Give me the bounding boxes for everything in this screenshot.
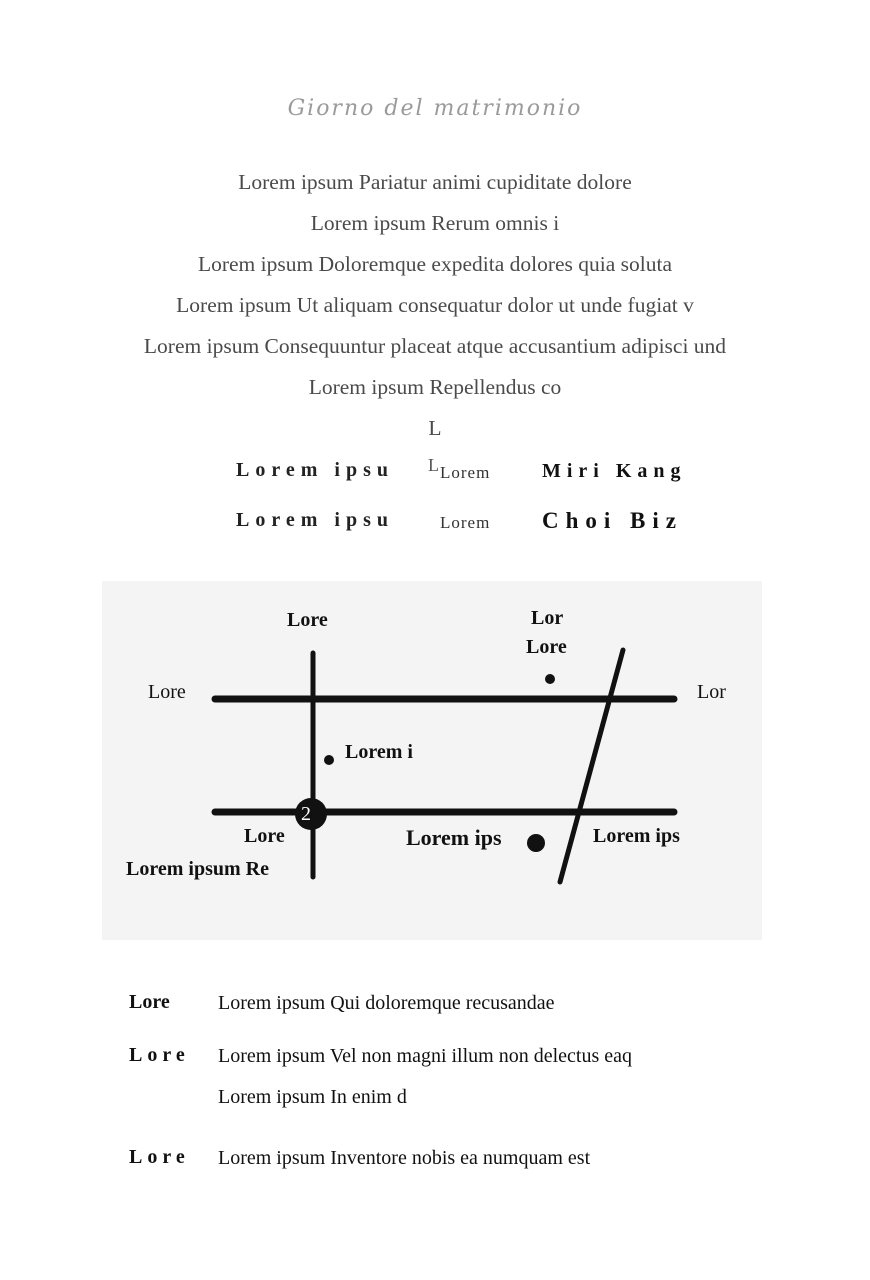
- map-label-top-street: Lore: [287, 609, 328, 631]
- junction-marker: [295, 798, 327, 830]
- map-label-left-road: Lore: [148, 681, 186, 703]
- info-term: Lore: [129, 991, 170, 1013]
- map-label-landmark: Lorem i: [345, 741, 413, 763]
- intro-line: Lorem ipsum Consequuntur placeat atque accusantium adipisci und: [143, 334, 727, 358]
- info-desc: Lorem ipsum Qui doloremque recusandae: [218, 992, 555, 1014]
- intro-line: Lorem ipsum Ut aliquam consequatur dolor ut unde fugiat v: [176, 293, 694, 317]
- info-desc: Lorem ipsum In enim d: [218, 1086, 407, 1108]
- groom-name: Miri Kang: [542, 460, 687, 482]
- map-label-top-right: Lor: [531, 607, 564, 629]
- names-small-mark: L: [428, 455, 440, 475]
- intro-text: [40, 164, 830, 451]
- names-row: [0, 455, 870, 489]
- intro-line: Lorem ipsum Pariatur animi cupiditate dolore: [238, 170, 632, 194]
- bride-name: Choi Biz: [542, 508, 683, 533]
- names-block: [0, 455, 870, 545]
- map-label-venue: Lorem ips: [406, 825, 502, 850]
- map-label-junction: Lore: [244, 825, 285, 847]
- info-term: Lore: [129, 1146, 190, 1168]
- junction-number: 2: [301, 803, 311, 825]
- venue-dot: [527, 834, 545, 852]
- landmark-dot: [545, 674, 555, 684]
- info-desc: Lorem ipsum Vel non magni illum non delectus eaq: [218, 1045, 633, 1067]
- intro-line: Lorem ipsum Repellendus co: [308, 375, 562, 399]
- map-label-bottom-right: Lorem ips: [593, 825, 680, 847]
- landmark-dot: [324, 755, 334, 765]
- map-graphic: [102, 581, 762, 940]
- names-label: Lorem ipsu: [236, 459, 394, 481]
- intro-line: Lorem ipsum Doloremque expedita dolores quia soluta: [197, 252, 673, 276]
- names-mid: Lorem: [440, 463, 491, 482]
- names-mid: Lorem: [440, 513, 491, 532]
- names-row: [0, 505, 870, 539]
- info-term: Lore: [129, 1044, 190, 1066]
- map-label-top-right: Lore: [526, 636, 567, 658]
- map-label-bottom-left: Lorem ipsum Re: [126, 858, 269, 880]
- intro-line: Lorem ipsum Rerum omnis i: [310, 211, 560, 235]
- location-map: [102, 581, 762, 940]
- info-desc: Lorem ipsum Inventore nobis ea numquam est: [218, 1147, 591, 1169]
- map-label-right-road: Lor: [697, 681, 726, 703]
- names-label: Lorem ipsu: [236, 509, 394, 531]
- script-title: Giorno del matrimonio: [287, 96, 583, 121]
- intro-line: L: [428, 416, 442, 440]
